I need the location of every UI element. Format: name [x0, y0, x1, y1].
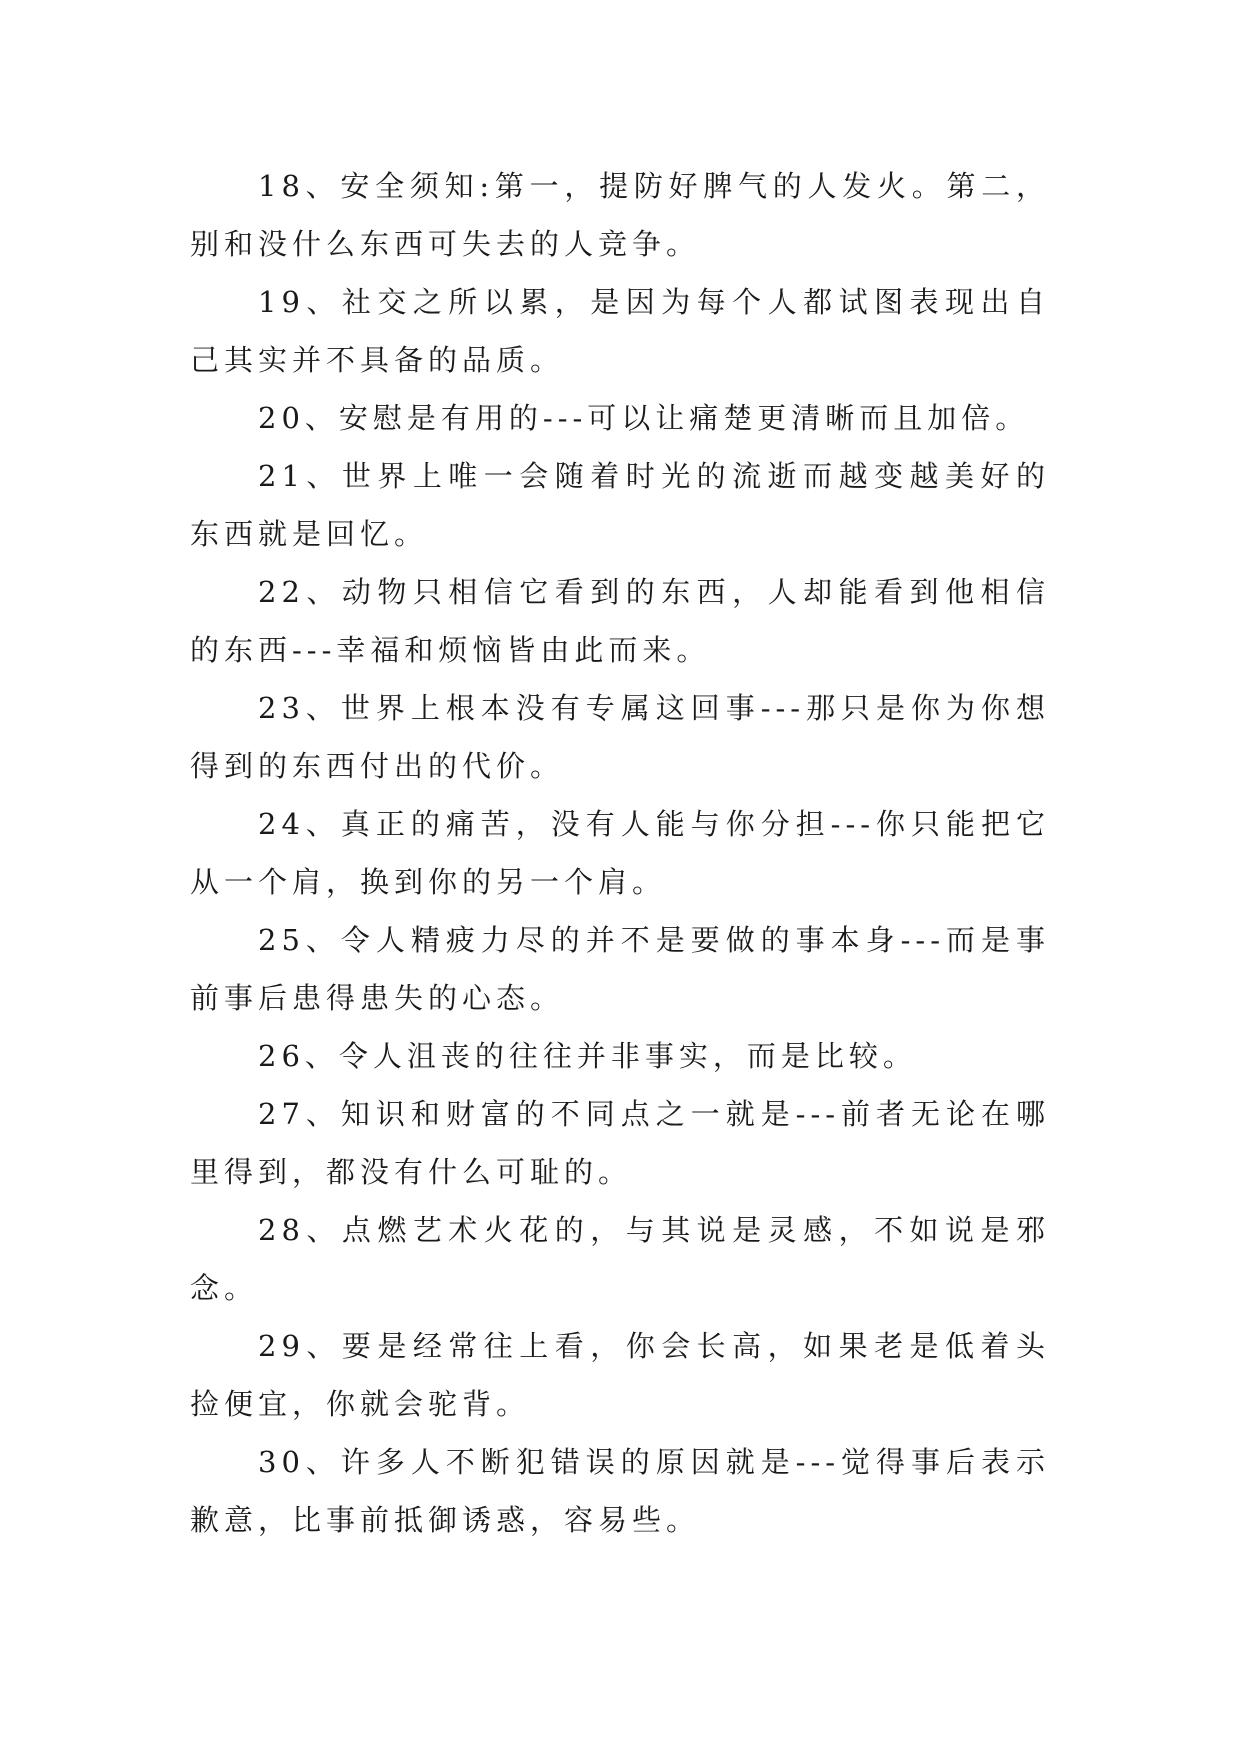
paragraph-28: 28、点燃艺术火花的，与其说是灵感，不如说是邪念。 [190, 1213, 1050, 1305]
paragraph-22: 22、动物只相信它看到的东西，人却能看到他相信的东西---幸福和烦恼皆由此而来。 [190, 575, 1050, 667]
paragraph-20: 20、安慰是有用的---可以让痛楚更清晰而且加倍。 [258, 401, 1030, 435]
paragraph-29: 29、要是经常往上看，你会长高，如果老是低着头捡便宜，你就会驼背。 [190, 1329, 1050, 1421]
paragraph-24: 24、真正的痛苦，没有人能与你分担---你只能把它从一个肩，换到你的另一个肩。 [190, 807, 1050, 899]
paragraph-21: 21、世界上唯一会随着时光的流逝而越变越美好的东西就是回忆。 [190, 459, 1050, 551]
paragraph-23: 23、世界上根本没有专属这回事---那只是你为你想得到的东西付出的代价。 [190, 691, 1050, 783]
paragraph-26: 26、令人沮丧的往往并非事实，而是比较。 [258, 1039, 917, 1073]
paragraph-27: 27、知识和财富的不同点之一就是---前者无论在哪里得到，都没有什么可耻的。 [190, 1097, 1050, 1189]
paragraph-25: 25、令人精疲力尽的并不是要做的事本身---而是事前事后患得患失的心态。 [190, 923, 1050, 1015]
paragraph-30: 30、许多人不断犯错误的原因就是---觉得事后表示歉意，比事前抵御诱惑，容易些。 [190, 1445, 1050, 1537]
document-body [190, 157, 1050, 1549]
paragraph-19: 19、社交之所以累，是因为每个人都试图表现出自己其实并不具备的品质。 [190, 285, 1050, 377]
paragraph-18: 18、安全须知:第一，提防好脾气的人发火。第二，别和没什么东西可失去的人竞争。 [190, 169, 1050, 261]
